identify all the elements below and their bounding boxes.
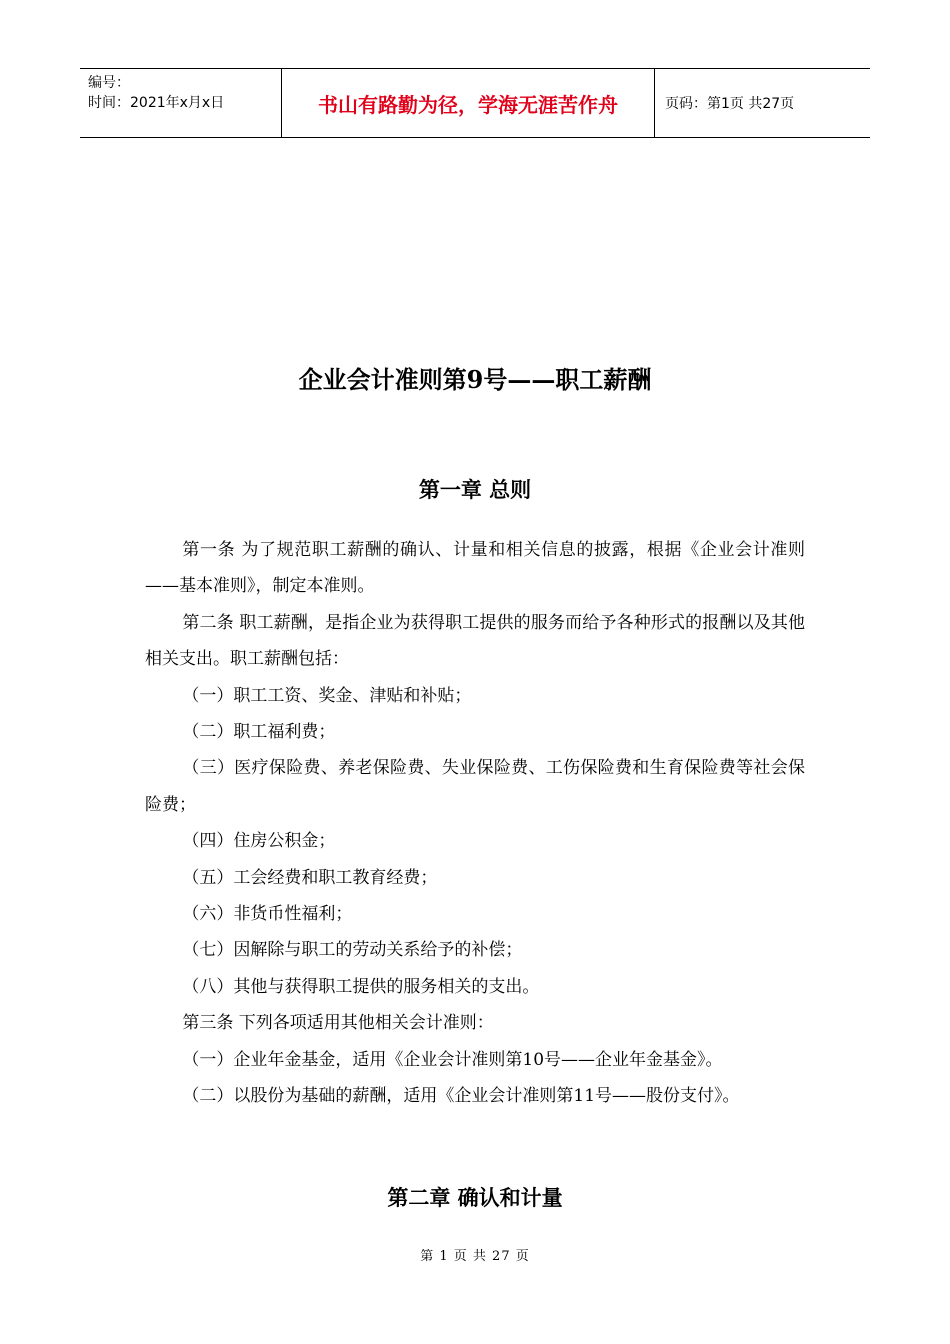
paragraph: （一）职工工资、奖金、津贴和补贴； (182, 685, 472, 706)
paragraph: （七）因解除与职工的劳动关系给予的补偿； (182, 940, 523, 961)
page-footer: 第 1 页 共 27 页 (420, 1249, 530, 1264)
paragraph: （八）其他与获得职工提供的服务相关的支出。 (182, 976, 540, 997)
paragraph: 第二条 职工薪酬，是指企业为获得职工提供的服务而给予各种形式的报酬以及其他相关支出。职工薪酬包括： (145, 612, 805, 670)
paragraph: （六）非货币性福利； (182, 904, 353, 925)
paragraph: （二）以股份为基础的薪酬，适用《企业会计准则第11号——股份支付》。 (182, 1086, 740, 1107)
paragraph: 第三条 下列各项适用其他相关会计准则： (182, 1013, 494, 1034)
header-table (80, 68, 870, 138)
paragraph: 第一条 为了规范职工薪酬的确认、计量和相关信息的披露，根据《企业会计准则——基本准则》，制定本准则。 (145, 540, 805, 597)
paragraph: （四）住房公积金； (182, 831, 336, 852)
chapter-1-title: 第一章 总则 (418, 478, 532, 502)
body-text (145, 532, 805, 1115)
header-left-cell (80, 69, 281, 137)
chapter-2-title: 第二章 确认和计量 (387, 1186, 563, 1210)
motto: 书山有路勤为径，学海无涯苦作舟 (281, 69, 655, 137)
paragraph: （二）职工福利费； (182, 722, 336, 743)
paragraph: （三）医疗保险费、养老保险费、失业保险费、工伤保险费和生育保险费等社会保险费； (145, 758, 805, 815)
paragraph: （一）企业年金基金，适用《企业会计准则第10号——企业年金基金》。 (182, 1049, 723, 1070)
page-info: 页码：第1页 共27页 (665, 96, 795, 112)
number-label: 编号： (88, 75, 130, 91)
document-title: 企业会计准则第9号——职工薪酬 (298, 365, 652, 394)
time-label: 时间：2021年x月x日 (88, 95, 225, 111)
paragraph: （五）工会经费和职工教育经费； (182, 867, 438, 888)
